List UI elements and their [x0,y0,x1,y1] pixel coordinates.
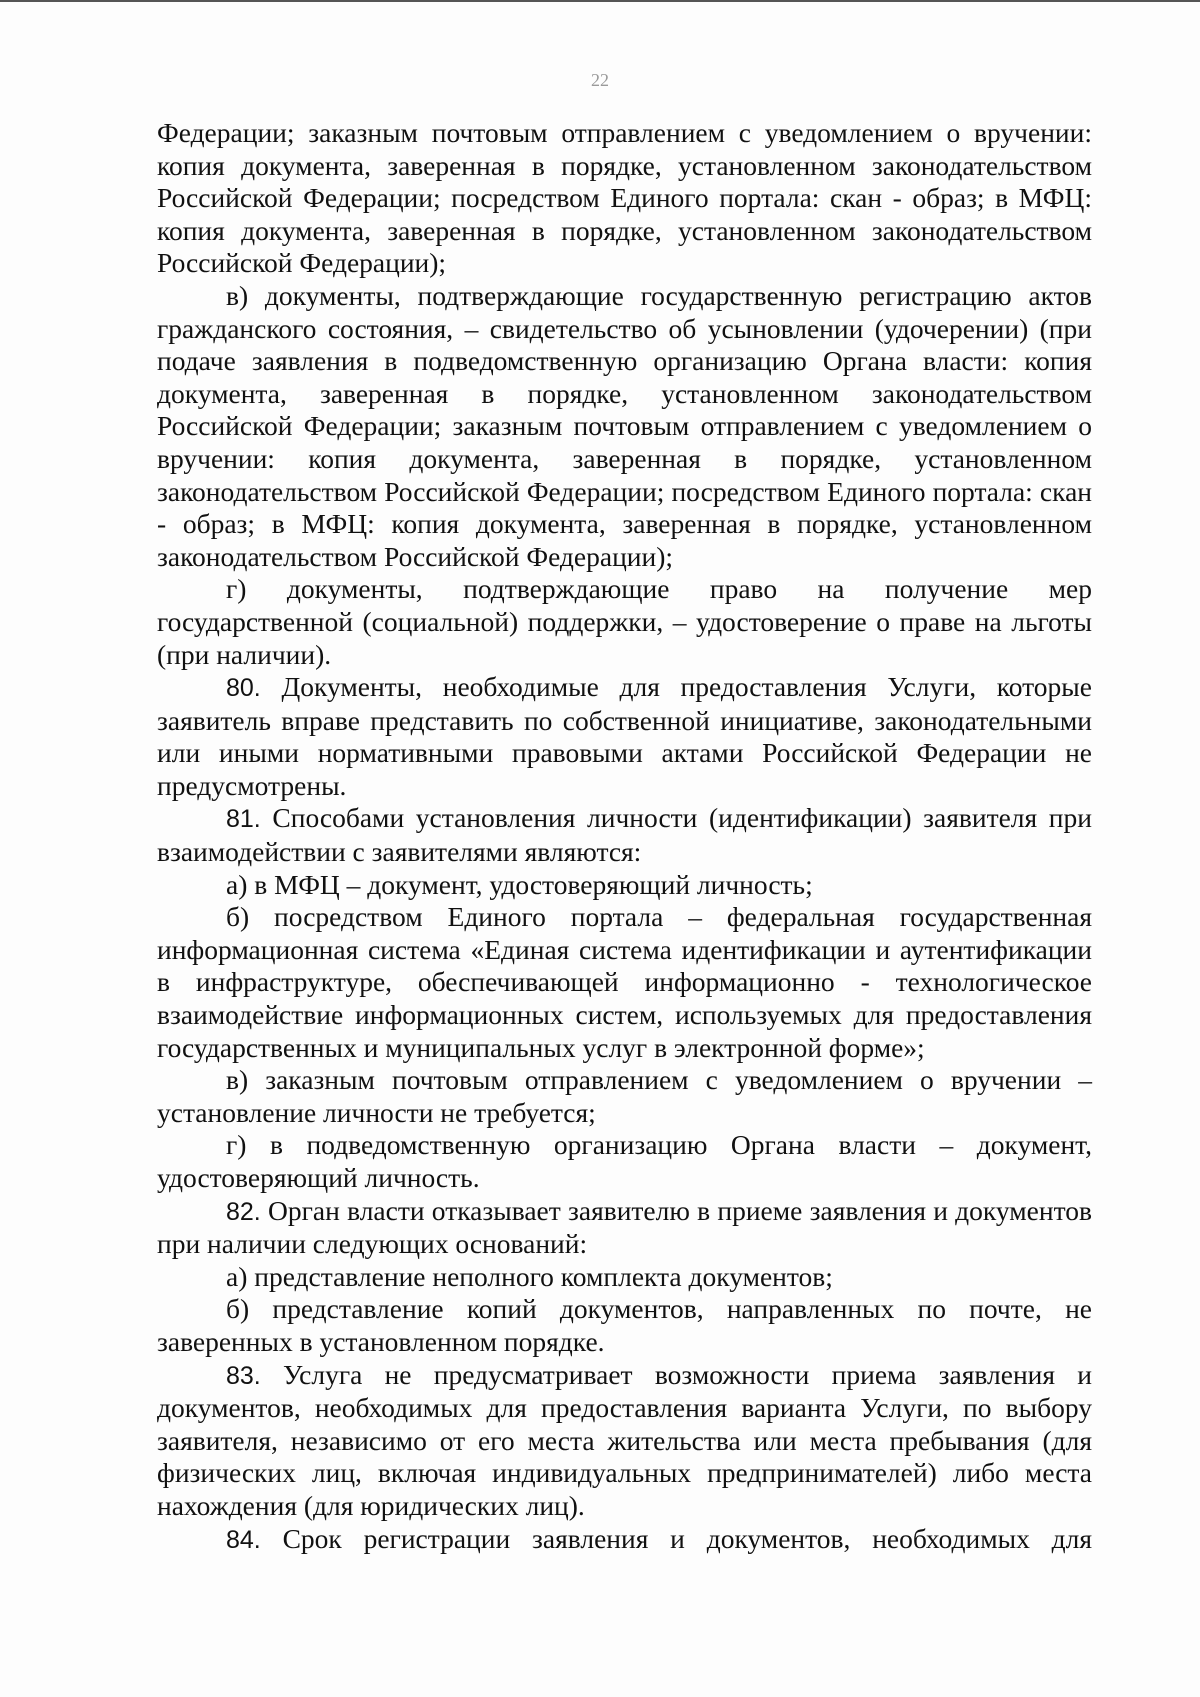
paragraph-continuation [157,117,1092,280]
paragraph-item-g [157,573,1092,671]
paragraph-80 [157,671,1092,802]
paragraph-text: г) в подведомственную организацию Органа власти – документ, удостоверяющий личность. [157,1129,1092,1193]
clause-number: 82. [226,1197,261,1226]
clause-number: 84. [226,1525,261,1554]
paragraph-82-item-b [157,1293,1092,1358]
paragraph-82 [157,1195,1092,1261]
paragraph-83 [157,1359,1092,1523]
clause-number: 83. [226,1361,261,1390]
paragraph-text: а) представление неполного комплекта документов; [226,1260,833,1292]
paragraph-81-item-b [157,901,1092,1064]
paragraph-text: в) заказным почтовым отправлением с уведомлением о вручении – установление личности не требуется; [157,1064,1092,1128]
paragraph-text: Срок регистрации заявления и документов, необходимых для [260,1522,1092,1554]
paragraph-text: Способами установления личности (идентификации) заявителя при взаимодействии с заявителями являются: [157,802,1092,868]
clause-number: 80. [226,674,261,703]
clause-number: 81. [226,805,261,834]
paragraph-text: б) представление копий документов, направленных по почте, не заверенных в установленном порядке. [157,1293,1092,1357]
paragraph-81-item-v [157,1064,1092,1129]
paragraph-text: Орган власти отказывает заявителю в приеме заявления и документов при наличии следующих оснований: [157,1194,1092,1260]
paragraph-81-item-a [157,869,1092,902]
paragraph-text: г) документы, подтверждающие право на получение мер государственной (социальной) поддержки, – удостоверение о праве на льготы (при наличии). [157,573,1092,670]
paragraph-text: а) в МФЦ – документ, удостоверяющий личность; [226,868,813,900]
paragraph-item-v [157,280,1092,573]
paragraph-text: Федерации; заказным почтовым отправлением с уведомлением о вручении: копия документа, заверенная в порядке, установленном законодательством Российской Федерации; посредством Единого портала: скан - образ; в МФЦ: копия документа, заверенная в порядке, установленном законодательством Российской Федерации); [157,117,1092,279]
paragraph-text: б) посредством Единого портала – федеральная государственная информационная система «Единая система идентификации и аутентификации в инфраструктуре, обеспечивающей информационно - технологическое взаимодействие информационных систем, используемых для предоставления государственных и муниципальных услуг в электронной форме»; [157,901,1092,1063]
page-number: 22 [591,70,609,90]
paragraph-81 [157,802,1092,868]
paragraph-81-item-g [157,1129,1092,1194]
paragraph-text: в) документы, подтверждающие государственную регистрацию актов гражданского состояния, – свидетельство об усыновлении (удочерении) (при подаче заявления в подведомственную организацию Органа власти: копия документа, заверенная в порядке, установленном законодательством Российской Федерации; заказным почтовым отправлением с уведомлением о вручении: копия документа, заверенная в порядке, установленном законодательством Российской Федерации; посредством Единого портала: скан - образ; в МФЦ: копия документа, заверенная в порядке, установленном законодательством Российской Федерации); [157,279,1092,572]
paragraph-82-item-a [157,1261,1092,1294]
paragraph-text: Услуга не предусматривает возможности приема заявления и документов, необходимых для предоставления варианта Услуги, по выбору заявителя, независимо от его места жительства или места пребывания (для физических лиц, включая индивидуальных предпринимателей) либо места нахождения (для юридических лиц). [157,1358,1092,1521]
paragraph-text: Документы, необходимые для предоставления Услуги, которые заявитель вправе представить по собственной инициативе, законодательными или иными нормативными правовыми актами Российской Федерации не предусмотрены. [157,671,1092,801]
paragraph-84 [157,1523,1092,1557]
top-edge-line [0,0,1200,2]
document-body [157,117,1092,1556]
